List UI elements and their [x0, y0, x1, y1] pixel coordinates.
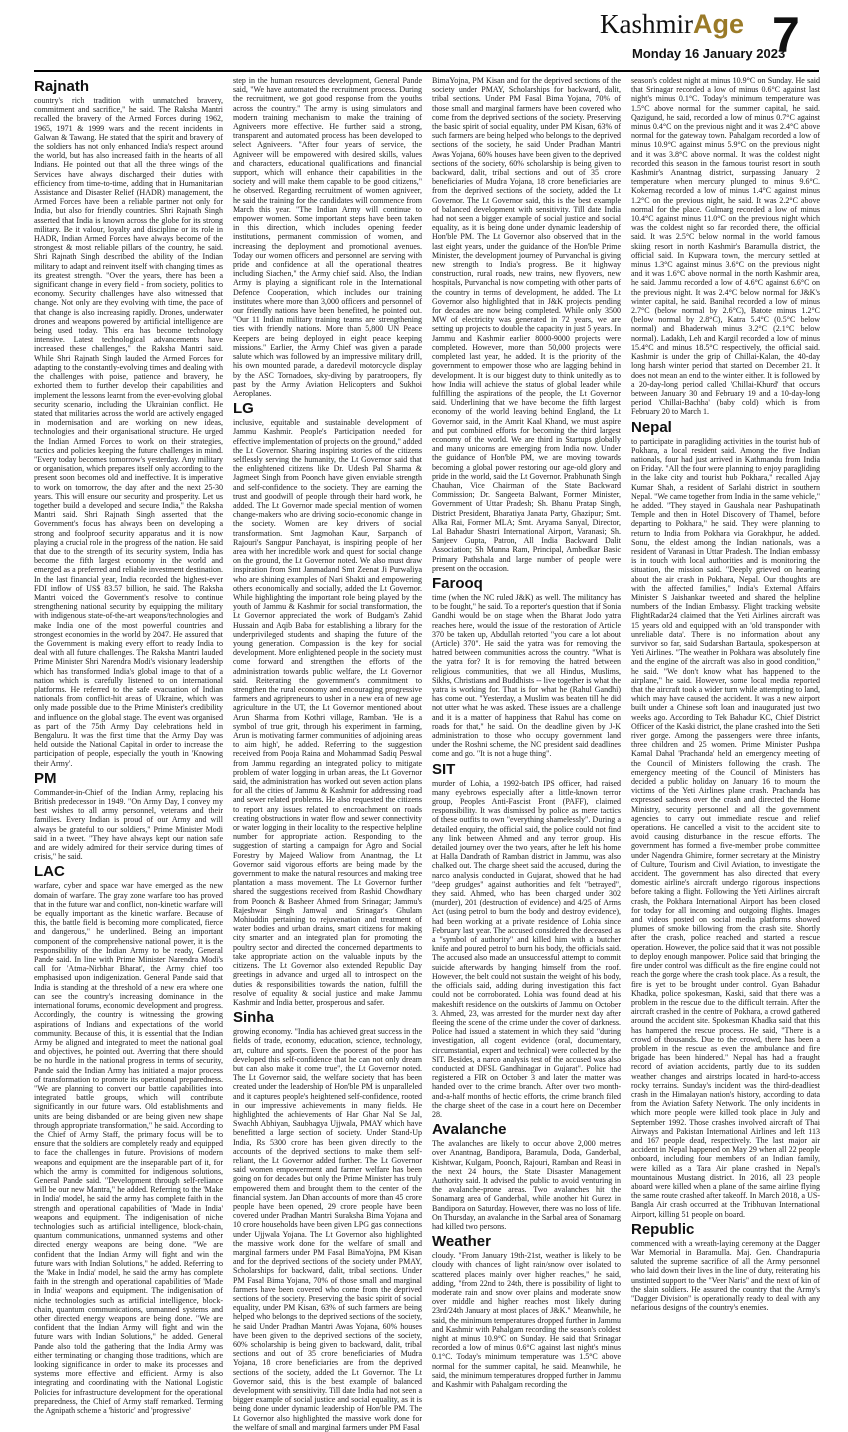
- article-columns: [34, 76, 820, 1432]
- column-2: [233, 76, 422, 1432]
- article-heading: PM: [34, 769, 57, 787]
- article-text: inclusive, equitable and sustainable development of Jammu Kashmir. People's Participation needed for effective implementation of projects on the ground," added the Lt Governor. Sharing inspiring stories of the citizens selflessly serving the humanity, the Lt Governor said that the enlightened citizens like Dr. Udesh Pal Sharma & Jagmeet Singh from Poonch have given enviable strength and self-confidence to the society. They are earning the trust and goodwill of people through their hard work, he added. The Lt Governor made special mention of women change-makers who are driving socio-economic change in the society. Women are key drivers of social transformation. Smt Jagmohan Kaur, Sarpanch of Rajouri's Sangpur Panchayat, is inspiring people of her area with her incredible work and quest for social change on the ground, the Lt Governor noted. We also must draw inspiration from Smt Janmadand Smt Zeenat Ji Purwaliya who are shining examples of Nari Shakti and empowering others economically and socially, added the Lt Governor. While highlighting the important role being played by the youth of Jammu & Kashmir for social transformation, the Lt Governor appreciated the work of Budgam's Zahid Hussain and Aqib Baba for establishing a library for the underprivileged students and shaping the future of the young generation. Compassion is the key for social development. More enlightened people in the society must come forward and strengthen the efforts of the administration towards public welfare, the Lt Governor said. Reiterating the government's commitment to strengthen the rural economy and encouraging progressive farmers and agripreneurs to usher in a new era of new age agriculture in the UT, the Lt Governor mentioned about Arun Sharma from Kothri village, Ramban. 'He is a symbol of true grit, through his experiment in farming, Arun is motivating farmer communities of adjoining areas to aim high', he added. Referring to the suggestion received from Pooja Raina and Mohammad Sadiq Peswal from Jammu regarding an integrated policy to mitigate problem of water logging in urban areas, the Lt Governor said, the administration has worked out seven action plans for all the cities of Jammu & Kashmir for addressing road and sewer related problems. He also requested the citizens to report any issues related to encroachment on roads creating obstructions in water flow and sewer connectivity or water logging in their locality to the respective helpline number for appropriate action. Responding to the suggestion of starting a campaign for Agro and Social Forestry by Majeed Waliow from Anantnag, the Lt Governor said vigorous efforts are being made by the government to make the natural resources and making tree plantation a mass movement. The Lt Governor further shared the suggestions received from Rashid Chowdhary from Poonch & Basheer Ahmed from Srinagar; Jammu's Rajeshwar Singh Jamwal and Srinagar's Ghulam Mohiuddin pertaining to rejuvenation and treatment of water bodies and urban drains, smart citizens for making city smarter and an integrated plan for promoting the poultry sector and directed the concerned departments to take appropriate action on the valuable inputs by the citizens. The Lt Governor also extended Republic Day greetings in advance and urged all to introspect on the duties & responsibilities towards the nation, fulfill the resolve of equality & social justice and make Jammu Kashmir and India better, prosperous and safer.: [233, 418, 422, 1007]
- article-block: [432, 1233, 621, 1389]
- article-heading: SIT: [432, 760, 456, 778]
- article-heading: LG: [233, 400, 254, 418]
- article-block: [631, 419, 820, 1219]
- article-text: murder of Lohia, a 1992-batch IPS officer, had raised many eyebrows especially after a little-known terror group, Peoples Anti-Fascist Front (PAFF), claimed responsibility. It was dismissed by police as mere tactics of these outfits to own "everything shamelessly". During a detailed enquiry, the official said, the police could not find any link between Ahmed and any terror group. His detailed journey over the two years, after he left his home at Halla Dandrath of Ramban district in Jammu, was also chalked out. The charge sheet said the accused, during the narco analysis conducted in Gujarat, showed that he had "deep grudges" against authorities and felt "betrayed", they said. Ahmed, who has been charged under 302 (murder), 201 (destruction of evidence) and 4/25 of Arms Act (using petrol to burn the body and destroy evidence), had been working at a private residence of Lohia since February last year. The accused considered the deceased as a "symbol of authority" and killed him with a butcher knife and poured petrol to burn his body, the officials said. The accused also made an unsuccessful attempt to commit suicide afterwards by hanging himself from the roof. However, the belt could not sustain the weight of his body, the officials said, adding during investigation this fact could not be corroborated. Lohia was found dead at his makeshift residence on the outskirts of Jammu on October 3. Ahmed, 23, was arrested for the murder next day after fleeing the scene of the crime under the cover of darkness. Police had issued a statement in which they said "during investigation, all cogent evidence (oral, documentary, circumstantial, expert and technical) were collected by the SIT. Besides, a narco analysis test of the accused was also conducted at DFSL Gandhinagar in Gujarat". Police had registered a FIR on October 3 and later the matter was handed over to the crime branch. After over two month-and-a-half months of hectic efforts, the crime branch filed the charge sheet of the case in a court here on December 28.: [432, 778, 621, 1119]
- header-rule: [34, 70, 819, 72]
- article-text: growing economy. "India has achieved great success in the fields of trade, economy, education, science, technology, art, culture and sports. Even the poorest of the poor has developed this self-confidence that he can not only dream but can also make it come true", the Lt Governor noted. The Lt Governor said, the welfare society that has been created under the leadership of Hon'ble PM is unparalleled and it captures people's heightened self-confidence, rooted in our impressive achievements in many fields. He highlighted the achievements of Har Ghar Nal Se Jal, Swachh Abhiyan, Saubhagya Ujjwala, PMAY which have benefitted a large section of society. Under Stand-Up India, Rs 5300 crore has been given directly to the accounts of the deprived sections to make them self-reliant, the Lt Governor added further. The Lt Governor said women empowerment and farmer welfare has been going on for decades but only the Prime Minister has truly empowered them and brought them to the center of the financial system. Jan Dhan accounts of more than 45 crore people have been opened, 29 crore people have been covered under Pradhan Mantri Suraksha Bima Yojana and 10 crore households have been given LPG gas connections under Ujjwala Yojana. The Lt Governor also highlighted the massive work done for the welfare of small and marginal farmers under PM Fasal BimaYojna, PM Kisan and for the deprived sections of the society under PMAY, Scholarships for backward, dalit, tribal sections. Under PM Fasal Bima Yojana, 70% of those small and marginal farmers have been covered who come from the deprived sections of the society. Preserving the basic spirit of social equality, under PM Kisan, 63% of such farmers are being helped who belongs to the deprived sections of the society, he said Under Pradhan Mantri Awas Yojana, 60% houses have been given to the deprived sections of the society, 60% scholarship is being given to backward, dalit, tribal sections and out of 35 crore beneficiaries of Mudra Yojana, 18 crore beneficiaries are from the deprived sections of the society, added the Lt Governor. The Lt Governor said, this is the best example of balanced development with sensitivity. Till date India had not seen a bigger example of social justice and social equality, as it is being done under dynamic leadership of Hon'ble PM. The Lt Governor also highlighted the massive work done for the welfare of small and marginal farmers under PM Fasal: [233, 1027, 422, 1432]
- article-text: to participate in paragliding activities in the tourist hub of Pokhara, a local resident said. Among the five Indian nationals, four had just arrived in Kathmandu from India on Friday. "All the four were planning to enjoy paragliding in the lake city and tourist hub Pokhara," recalled Ajay Kumar Shah, a resident of Sarlahi district in southern Nepal. "We came together from India in the same vehicle," he added. "They stayed in Gaushala near Pashupatinath Temple and then in Hotel Discovery of Thamel, before departing to Pokhara," he said. They were planning to return to India from Pokhara via Gorakhpur, he added. Sonu, the eldest among the Indian nationals, was a resident of Varanasi in Uttar Pradesh. The Indian embassy is in touch with local authorities and is monitoring the situation, the mission said. "Deeply grieved on hearing about the air crash in Pokhara, Nepal. Our thoughts are with the affected families," India's External Affairs Minister S Jaishankar tweeted and shared the helpline numbers of the Indian Embassy. Flight tracking website FlightRadar24 claimed that the Yeti Airlines aircraft was 15 years old and equipped with an 'old transponder with unreliable data'. There is no information about any survivor so far, said Sudarshan Bartaula, spokesperson at Yeti Airlines. "The weather in Pokhara was absolutely fine and the engine of the aircraft was also in good condition," he said. "We don't know what has happened to the airplane," he said. However, some local media reported that the aircraft took a wider turn while attempting to land, which may have caused the accident. It was a new airport built under a Chinese soft loan and inaugurated just two weeks ago. According to Tek Bahadur KC, Chief District Officer of the Kaski district, the plane crashed into the Seti river gorge. Among the passengers were three infants, three children and 25 women. Prime Minister Pushpa Kamal Dahal 'Prachanda' held an emergency meeting of the Council of Ministers following the crash. The emergency meeting of the Council of Ministers has decided a public holiday on January 16 to mourn the victims of the Yeti Airlines plane crash. Prachanda has expressed sadness over the crash and directed the Home Ministry, security personnel and all the government agencies to carry out immediate rescue and relief operations. He cancelled a visit to the accident site to avoid causing disturbance in the rescue efforts. The government has formed a five-member probe committee under Nagendra Ghimire, former secretary at the Ministry of Culture, Tourism and Civil Aviation, to investigate the accident. The government has also directed that every domestic airline's aircraft undergo rigorous inspections before taking a flight. Following the Yeti Airlines aircraft crash, the Pokhara International Airport has been closed for today for all incoming and outgoing flights. Images and videos posted on social media platforms showed plumes of smoke billowing from the crash site. Shortly after the crash, police reached and started a rescue operation. However, the police said that it was not possible to deploy enough manpower. Police said that bringing the fire under control was difficult as the fire engine could not reach the gorge where the crash took place. As a result, the fire is yet to be brought under control. Gyan Bahadur Khadka, police spokesman, Kaski, said that there was a problem in the rescue due to the difficult terrain. After the aircraft crashed in the centre of Pokhara, a crowd gathered around the accident site. Spokesman Khadka said that this has hampered the rescue process. He said, "There is a crowd of thousands. Due to the crowd, there has been a problem in the rescue as even the ambulance and fire brigade has been hindered." Nepal has had a fraught record of aviation accidents, partly due to its sudden weather changes and airstrips located in hard-to-access rocky terrains. Sunday's incident was the third-deadliest crash in the Himalayan nation's history, according to data from the Aviation Safety Network. The only incidents in which more people were killed took place in July and September 1992. Those crashes involved aircraft of Thai Airways and Pakistan International Airlines and left 113 and 167 people dead, respectively. The last major air accident in Nepal happened on May 29 when all 22 people onboard, including four members of an Indian family, were killed as a Tara Air plane crashed in Nepal's mountainous Mustang district. In 2016, all 23 people aboard were killed when a plane of the same airline flying the same route crashed after takeoff. In March 2018, a US-Bangla Air crash occurred at the Tribhuvan International Airport, killing 51 people on board.: [631, 436, 820, 1219]
- article-heading: Farooq: [432, 574, 483, 592]
- article-block: [34, 78, 223, 768]
- article-block: [233, 76, 422, 398]
- logo-main: Kashmir: [600, 9, 693, 39]
- column-1: [34, 76, 223, 1416]
- article-heading: Republic: [631, 1220, 695, 1238]
- masthead: [0, 0, 848, 80]
- article-block: [432, 575, 621, 759]
- dateline: Monday 16 January 2023: [632, 46, 786, 61]
- article-text: Commander-in-Chief of the Indian Army, replacing his British predecessor in 1949. "On Army Day, I convey my best wishes to all army personnel, veterans and their families. Every Indian is proud of our Army and will always be grateful to our soldiers," Prime Minister Modi said in a tweet. "They have always kept our nation safe and are widely admired for their service during times of crisis," he said.: [34, 787, 223, 862]
- article-block: [34, 863, 223, 1415]
- newspaper-logo: [600, 4, 744, 44]
- article-block: [233, 400, 422, 1007]
- article-heading: Sinha: [233, 1009, 274, 1027]
- article-heading: Nepal: [631, 418, 672, 436]
- article-text: BimaYojna, PM Kisan and for the deprived sections of the society under PMAY, Scholarships for backward, dalit, tribal sections. Under PM Fasal Bima Yojana, 70% of those small and marginal farmers have been covered who come from the deprived sections of the society. Preserving the basic spirit of social equality, under PM Kisan, 63% of such farmers are being helped who belongs to the deprived sections of the society, he said Under Pradhan Mantri Awas Yojana, 60% houses have been given to the deprived sections of the society, 60% scholarship is being given to backward, dalit, tribal sections and out of 35 crore beneficiaries of Mudra Yojana, 18 crore beneficiaries are from the deprived sections of the society, added the Lt Governor. The Lt Governor said, this is the best example of balanced development with sensitivity. Till date India had not seen a bigger example of social justice and social equality, as it is being done under dynamic leadership of Hon'ble PM. The Lt Governor also observed that in the last eight years, under the guidance of the Hon'ble Prime Minister, the development journey of Purvanchal is giving new strength to India's progress. Be it highway construction, rural roads, new trains, new flyovers, new hospitals, Purvanchal is now competing with other parts of the country in terms of development, he added. The Lt Governor also highlighted that in J&K projects pending for decades are now being completed. While only 3500 MW of electricity was generated in 72 years, we are setting up projects to double the capacity in just 5 years. In Jammu and Kashmir earlier 8000-9000 projects were completed. However, more than 50,000 projects were completed last year, he added. It is the priority of the government to empower those who are lagging behind in development. It is our biggest duty to think unitedly as to how India will achieve the status of global leader while fulfilling the aspirations of the people, the Lt Governor said. Underlining that we have become the fifth largest economy of the world leaving behind England, the Lt Governor said, in the Amrit Kaal Khand, we must aspire and put combined efforts for becoming the third largest economy of the world. We are third in Startups globally and many unicorns are emerging from India now. Under the guidance of Hon'ble PM, we are moving towards becoming a global power restoring our age-old glory and pride in the world, said the Lt Governor. Prabhunath Singh Chauhan, Vice Chairman of the State Backward Commission; Dr. Sangeeta Balwant, Former Minister, Government of Uttar Pradesh; Sh. Bhanu Pratap Singh, District President, Bharatiya Janata Party, Ghazipur; Smt. Alka Rai, Former MLA; Smt. Aryama Sanyal, Director, Lal Bahadur Shastri International Airport, Varanasi; Sh. Sanjeev Gupta, Patron, All India Backward Dalit Association; Sh Munna Ram, Principal, Ambedkar Basic Primary Pathshala and large number of people were present on the occasion.: [432, 76, 621, 573]
- article-heading: Weather: [432, 1233, 491, 1251]
- article-block: [631, 76, 820, 417]
- article-block: [34, 770, 223, 862]
- article-text: The avalanches are likely to occur above 2,000 metres over Anantnag, Bandipora, Baramula, Doda, Ganderbal, Kishtwar, Kulgam, Poonch, Rajouri, Ramban and Reasi in the next 24 hours, the State Disaster Management Authority said. It advised the public to avoid venturing in the avalanche-prone areas. Two avalanches hit the Sonamarg area of Ganderbal, while another hit Gurez in Bandipora on Saturday. However, there was no loss of life. On Thursday, an avalanche in the Sarbal area of Sonamarg had killed two persons.: [432, 1139, 621, 1231]
- article-block: [233, 1009, 422, 1432]
- article-text: warfare, cyber and space war have emerged as the new domain of warfare. The gray zone warfare too has proved that in the future war and conflict, non-kinetic warfare will be equally important as the kinetic warfare. Because of this, the battle field is becoming more complicated, fierce and dangerous," he underlined. Being an important component of the comprehensive national power, it is the responsibility of the Indian Army to be ready, General Pande said. In line with Prime Minister Narendra Modi's call for 'Atma-Nirbhar Bharat', the Army chief too emphasised upon indigenization. General Pande said that India is standing at the threshold of a new era where one can see the country's increasing dominance in the international forums, economic development and progress. Accordingly, the country is witnessing the growing aspirations of Indians and expectations of the world community. Because of this, it is essential that the Indian Army be aligned and integrated to meet the national goal and objectives, he pointed out. Averring that there should be no hurdle in the national progress in terms of security, Pande said the Indian Army has initiated a major process of transformation to promote its operational preparedness. "We are planning to convert our battle capabilities into integrated battle groups, which will contribute significantly in our future wars. Old establishments and units are being disbanded or are being given new shape through appropriate transformation," he said. According to the Chief of Army Staff, the primary focus will be to ensure that the soldiers are completely ready and equipped to face the challenges in future. Provisions of modern weapons and equipment are the inseparable part of it, for which the army is committed for indigenous solutions, General Pande said. "Development through self-reliance will be our new Mantra," he added. Referring to the 'Make in India' model, he said the army has complete faith in the strength and operational capabilities of 'Made in India' weapons and equipment. The indigenisation of niche technologies such as artificial intelligence, block-chain, quantum communications, unmanned systems and other directed energy weapons are being done. "We are confident that the Indian Army will fight and win the future wars with Indian Solutions," he added. Referring to the 'Make in India' model, he said the army has complete faith in the strength and operational capabilities of 'Made in India' weapons and equipment. The indigenisation of niche technologies such as artificial intelligence, block-chain, quantum communications, unmanned systems and other directed energy weapons are being done. "We are confident that the Indian Army will fight and win the future wars with Indian Solutions," he added. General Pande also told the gathering that the India Army was either terminating or changing those traditions, which are looking significance in order to make its processes and systems more effective and efficient. Army is also integrating and coordinating with the National Logistic Policies for infrastructure development for the operational preparedness, the Chief of Army staff remarked. Terming the Agnipath scheme a 'historic' and 'progressive': [34, 881, 223, 1416]
- logo-accent: Age: [692, 9, 744, 39]
- article-block: [432, 761, 621, 1120]
- article-block: [432, 1121, 621, 1231]
- article-block: [631, 1221, 820, 1313]
- article-text: time (when the NC ruled J&K) as well. The militancy has to be fought," he said. To a reporter's question that if Sonia Gandhi would be on stage when the Bharat Jodo yatra reaches here, would the issue of the restoration of Article 370 be taken up, Abdullah retorted "you care a lot about (Article) 370". He said the yatra was for removing the hatred between communities across the country. "What is the yatra for? It is for removing the hatred between religious communities, that we all Hindus, Muslims, Sikhs, Christians and Buddhists -- live together is what the yatra is working for. That is for what he (Rahul Gandhi) has come out. "Yesterday, a Muslim was beaten till he did not utter what he was asked. These issues are a challenge and it is a matter of happiness that Rahul has come on roads for that," he said. On the deadline given by J-K administration to those who occupy government land under the Roshni scheme, the NC president said deadlines come and go. "It is not a huge thing".: [432, 592, 621, 759]
- article-heading: Rajnath: [34, 78, 90, 95]
- article-text: step in the human resources development, General Pande said, "We have automated the recruitment process. During the recruitment, we got good response from the youths across the country." The army is using simulators and modern training mechanism to make the training of Agniveers more effective. He further said a strong, transparent and automated process has been developed to select Agniveers. "After four years of service, the Agniveer will be empowered with desired skills, values and characters, educational qualifications and financial support, which will enhance their capabilities in the society and will make them capable to be good citizens," he observed. Regarding recruitment of women agniveer, he said the training for the candidates will commence from March this year. "The Indian Army will continue to empower women. Some important steps have been taken in this direction, which includes opening feeder institutions, permanent commission of women, and increasing the deployment and promotional avenues. Today our women officers and personnel are serving with pride and confidence at all the operational theatres including Siachen," the Army chief said. Also, the Indian Army is playing a significant role in the International Defence Cooperation, which includes our training institutes where more than 3,000 officers and personnel of our friendly nations have been benefited, he pointed out. "Our 11 Indian military training teams are strengthening ties with friendly nations. More than 5,800 UN Peace Keepers are being deployed in eight peace keeping missions." Earlier, the Army Chief was given a parade salute which was followed by an impressive military drill, his own mounted parade, a daredevil motorcycle display by the ASC Tornadoes, sky-diving by paratroopers, fly past by the Army Aviation Helicopters and Sukhoi Aeroplanes.: [233, 76, 422, 398]
- article-text: commenced with a wreath-laying ceremony at the Dagger War Memorial in Baramulla. Maj. Gen. Chandrapuria saluted the supreme sacrifice of all the Army personnel who laid down their lives in the line of duty, reiterating his unstinted support to the "Veer Naris" and the next of kin of the slain soldiers. He assured the country that the Army's "Dagger Division" is operationally ready to deal with any nefarious designs of the country's enemies.: [631, 1238, 820, 1313]
- article-text: season's coldest night at minus 10.9°C on Sunday. He said that Srinagar recorded a low of minus 0.6°C against last night's minus 0.1°C. Today's minimum temperature was 1.5°C above normal for the summer capital, he said. Qazigund, he said, recorded a low of minus 0.7°C against minus 0.4°C on the previous night and it was 2.4°C above normal for the gateway town. Pahalgam recorded a low of minus 10.9°C against minus 5.9°C on the previous night and it was 3.8°C above normal. It was the coldest night recorded this season in the famous tourist resort in south Kashmir's Anantnag district, surpassing January 2 temperature when mercury plunged to minus 9.6°C. Kokernag recorded a low of minus 1.4°C against minus 1.2°C on the previous night, he said. It was 2.2°C above normal for the place. Gulmarg recorded a low of minus 10.4°C against minus 11.0°C on the previous night which was the coldest night so far recorded there, the official said. It was 2.5°C below normal in the world famous skiing resort in north Kashmir's Baramulla district, the official said. In Kupwara town, the mercury settled at minus 1.3°C against minus 3.6°C on the previous night and it was 1.6°C above normal in the north Kashmir area, he said. Jammu recorded a low of 4.6°C against 6.6°C on the previous night. It was 2.4°C below normal for J&K's winter capital, he said. Banihal recorded a low of minus 2.7°C (below normal by 2.6°C), Batote minus 1.2°C (below normal by 2.8°C), Katra 5.4°C (0.5°C below normal) and Bhaderwah minus 3.2°C (2.1°C below normal). Ladakh, Leh and Kargil recorded a low of minus 15.4°C and minus 18.5°C respectively, the official said. Kashmir is under the grip of Chillai-Kalan, the 40-day long harsh winter period that started on December 21. It does not mean an end to the winter either. It is followed by a 20-day-long period called 'Chillai-Khurd' that occurs between January 30 and February 19 and a 10-day-long period 'Chillai-Bachha' (baby cold) which is from February 20 to March 1.: [631, 76, 820, 417]
- article-block: [432, 76, 621, 573]
- column-4: [631, 76, 820, 1313]
- article-text: cloudy. "From January 19th-21st, weather is likely to be cloudy with chances of light rain/snow over isolated to scattered places mainly over higher reaches," he said, adding, "from 22nd to 24th, there is possibility of light to moderate rain and snow over plains and moderate snow over middle and higher reaches most likely during 23rd/24th January at most places of J&K." Meanwhile, he said, the minimum temperatures dropped further in Jammu and Kashmir with Pahalgam recording the season's coldest night at minus 10.9°C on Sunday. He said that Srinagar recorded a low of minus 0.6°C against last night's minus 0.1°C. Today's minimum temperature was 1.5°C above normal for the summer capital, he said. Meanwhile, he said, the minimum temperatures dropped further in Jammu and Kashmir with Pahalgam recording the: [432, 1251, 621, 1390]
- page-number: 7: [772, 7, 800, 63]
- article-heading: LAC: [34, 863, 65, 881]
- article-text: country's rich tradition with unmatched bravery, commitment and sacrifice," he said. The Raksha Mantri recalled the bravery of the Armed Forces during 1962, 1965, 1971 & 1999 wars and the recent incidents in Galwan & Tawang. He stated that the spirit and bravery of the soldiers has not only enhanced India's respect around the world, but has also increased faith in the hearts of all Indians. He pointed out that all the three wings of the Services have always discharged their duties with efficiency from time-to-time, adding that in Humanitarian Assistance and Disaster Relief (HADR) management, the Armed Forces have been a reliable partner not only for India, but also for friendly countries. Shri Rajnath Singh asserted that India is known across the globe for its strong military. Be it valour, loyalty and discipline or its role in HADR, Indian Armed Forces have always become of the strongest & most reliable pillars of the country, he said. Shri Rajnath Singh described the ability of the Indian military to adapt and reinvent itself with changing times as its greatest strength. "Over the years, there has been a significant change in every field - from society, politics to economy. Security challenges have also witnessed that change. Not only are they evolving with time, the pace of that change is also increasing rapidly. Drones, underwater drones and weapons powered by artificial intelligence are being used today. This era has become technology intensive. Latest technological advancements have increased these challenges," the Raksha Mantri said. While Shri Rajnath Singh lauded the Armed Forces for adapting to the constantly-evolving times and dealing with the challenges with poise, patience and bravery, he exhorted them to further develop their capabilities and implement the lessons learnt from the ever-evolving global security scenario, including the Ukrainian conflict. He stated that militaries across the world are actively engaged in modernisation and are working on new ideas, technologies and their organisational structure. He urged the Indian Armed Forces to work on their strategies, tactics and policies keeping the future challenges in mind. "Every today becomes tomorrow's yesterday. Any military or organisation, which prepares itself only according to the present soon becomes old and ineffective. It is imperative to work on tomorrow, the day after and the next 25-30 years. This will ensure our security and prosperity. Let us together build a developed and secure India," the Raksha Mantri said. Shri Rajnath Singh asserted that the Government's focus has always been on developing a strong and foolproof security apparatus and it is now playing a crucial role in the progress of the nation. He said that due to the strength of its security system, India has become the fifth largest economy in the world and emerged as a preferred and reliable investment destination. In the last financial year, India recorded the highest-ever FDI inflow of US$ 83.57 billion, he said. The Raksha Mantri voiced the Government's resolve to continue strengthening national security by equipping the military with indigenous state-of-the-art weapons/technologies and make India one of the most powerful countries and strongest economies in the world by 2047. He assured that the Government is making every effort to ready India to deal with all future challenges. The Raksha Mantri lauded Prime Minister Shri Narendra Modi's visionary leadership which has transformed India's global image to that of a nation which is carefully listened to on international platforms. He referred to the safe evacuation of Indian nationals from conflict-hit areas of Ukraine, which was only made possible due to the Prime Minister's credibility and influence on the global stage. The event was organised as part of the 75th Army Day celebrations held in Bengaluru. It was the first time that the Army Day was held outside the National Capital in order to increase the participation of people, especially the youth in 'Knowing their Army'.: [34, 96, 223, 768]
- article-heading: Avalanche: [432, 1121, 507, 1139]
- column-3: [432, 76, 621, 1390]
